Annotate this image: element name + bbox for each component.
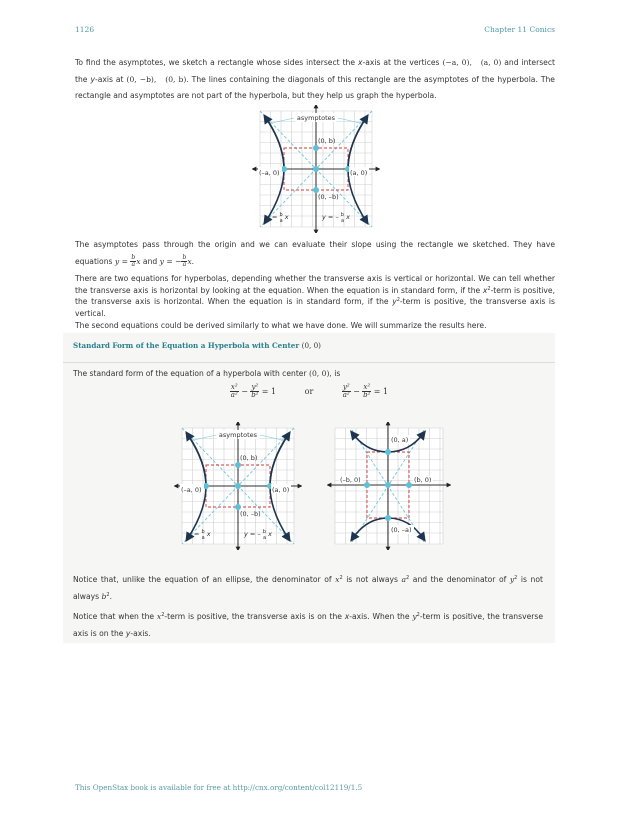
point-label-right: (a, 0) — [272, 486, 290, 494]
intro-paragraph: To find the asymptotes, we sketch a rectangle whose sides intersect the x-axis at the vertices (−a, 0), (a, 0) and intersect the y-axis at (0, −b), (0, b). The lines containing the diagonals of this rectangle are the asymptotes of the hyperbola. The rectangle and asymptotes are not part of the hyperbola, but they help us graph the hyperbola. — [75, 58, 555, 100]
standard-form-equations: $\frac{\text{x²}}{\text{a²}}$ − $\frac{\text{y²}}{\text{b²}}$ = 1 or $\frac{\text{y²}}{\text{a²}}$ − $\frac{\text{x²}}{\text{b²}}$ = 1 — [230, 383, 389, 399]
point-label-bottom: (0, –b) — [240, 510, 261, 518]
asymptote-eq-right: y = – $^b$ a x — [322, 212, 350, 224]
callout-title: Standard Form of the Equation a Hyperbola with Center (0, 0) — [73, 341, 321, 350]
asymptote-eq-left: y = $^b$ a x — [188, 529, 211, 541]
callout-divider — [63, 362, 555, 363]
slope-paragraph: The asymptotes pass through the origin and we can evaluate their slope using the rectangle we sketched. They have equations y = $\frac{b}{a}$ x and y = − $\frac{b}{a}$ x. — [75, 240, 555, 268]
asymptotes-label: asymptotes — [296, 114, 336, 122]
point-label-right: (b, 0) — [414, 476, 432, 484]
hyperbola-vertical-figure — [327, 422, 451, 550]
equation-horizontal: $\frac{\text{x²}}{\text{a²}}$ − $\frac{\text{y²}}{\text{b²}}$ = 1 — [230, 383, 277, 399]
summary-line: The second equations could be derived similarly to what we have done. We will summarize the results here. — [75, 321, 487, 330]
footer-link[interactable]: This OpenStax book is available for free at http://cnx.org/content/col12119/1.5 — [75, 783, 363, 792]
asymptote-eq-left: y = $^b$ a x — [266, 212, 289, 224]
point-label-top: (0, b) — [318, 137, 336, 145]
point-label-bottom: (0, –a) — [391, 526, 412, 534]
point-label-left: (–a, 0) — [259, 169, 280, 177]
hyperbola-horizontal-figure-callout — [174, 422, 302, 550]
point-label-left: (–b, 0) — [340, 476, 361, 484]
point-label-top: (0, b) — [240, 454, 258, 462]
page-number: 1126 — [75, 25, 95, 34]
point-label-bottom: (0, –b) — [318, 193, 339, 201]
covertex-neg-b: (0, −b), — [126, 74, 157, 84]
asymptotes-label: asymptotes — [218, 431, 258, 439]
chapter-title: Chapter 11 Conics — [484, 25, 555, 34]
point-label-left: (–a, 0) — [181, 486, 202, 494]
asymptote-eq-right: y = – $^b$ a x — [244, 529, 272, 541]
standard-form-callout — [63, 333, 555, 643]
point-label-top: (0, a) — [391, 436, 409, 444]
point-label-right: (a, 0) — [350, 169, 368, 177]
hyperbola-horizontal-figure — [252, 105, 380, 233]
equation-vertical: $\frac{\text{y²}}{\text{a²}}$ − $\frac{\text{x²}}{\text{b²}}$ = 1 — [342, 383, 389, 399]
covertex-b: (0, b). — [165, 74, 189, 84]
vertex-a: (a, 0) — [480, 58, 502, 67]
callout-intro: The standard form of the equation of a hyperbola with center (0, 0), is — [73, 369, 341, 378]
two-equations-paragraph: There are two equations for hyperbolas, depending whether the transverse axis is vertical or horizontal. We can tell whether the transverse axis is horizontal by looking at the equation. When the equation is in standard form, if the $x^2$-term is positive, the transverse axis is horizontal. When the equation is in standard form, if the $y^2$-term is positive, the transverse axis is vertical. — [75, 274, 555, 318]
notice-ellipse-paragraph: Notice that, unlike the equation of an ellipse, the denominator of $x^2$ is not always $a^2$ and the denominator of $y^2$ is not always $b^2$. — [73, 575, 543, 601]
notice-transverse-paragraph: Notice that when the $x^2$-term is positive, the transverse axis is on the x-axis. When the $y^2$-term is positive, the transverse axis is on the y-axis. — [73, 612, 543, 638]
vertex-neg-a: (−a, 0), — [442, 58, 472, 67]
